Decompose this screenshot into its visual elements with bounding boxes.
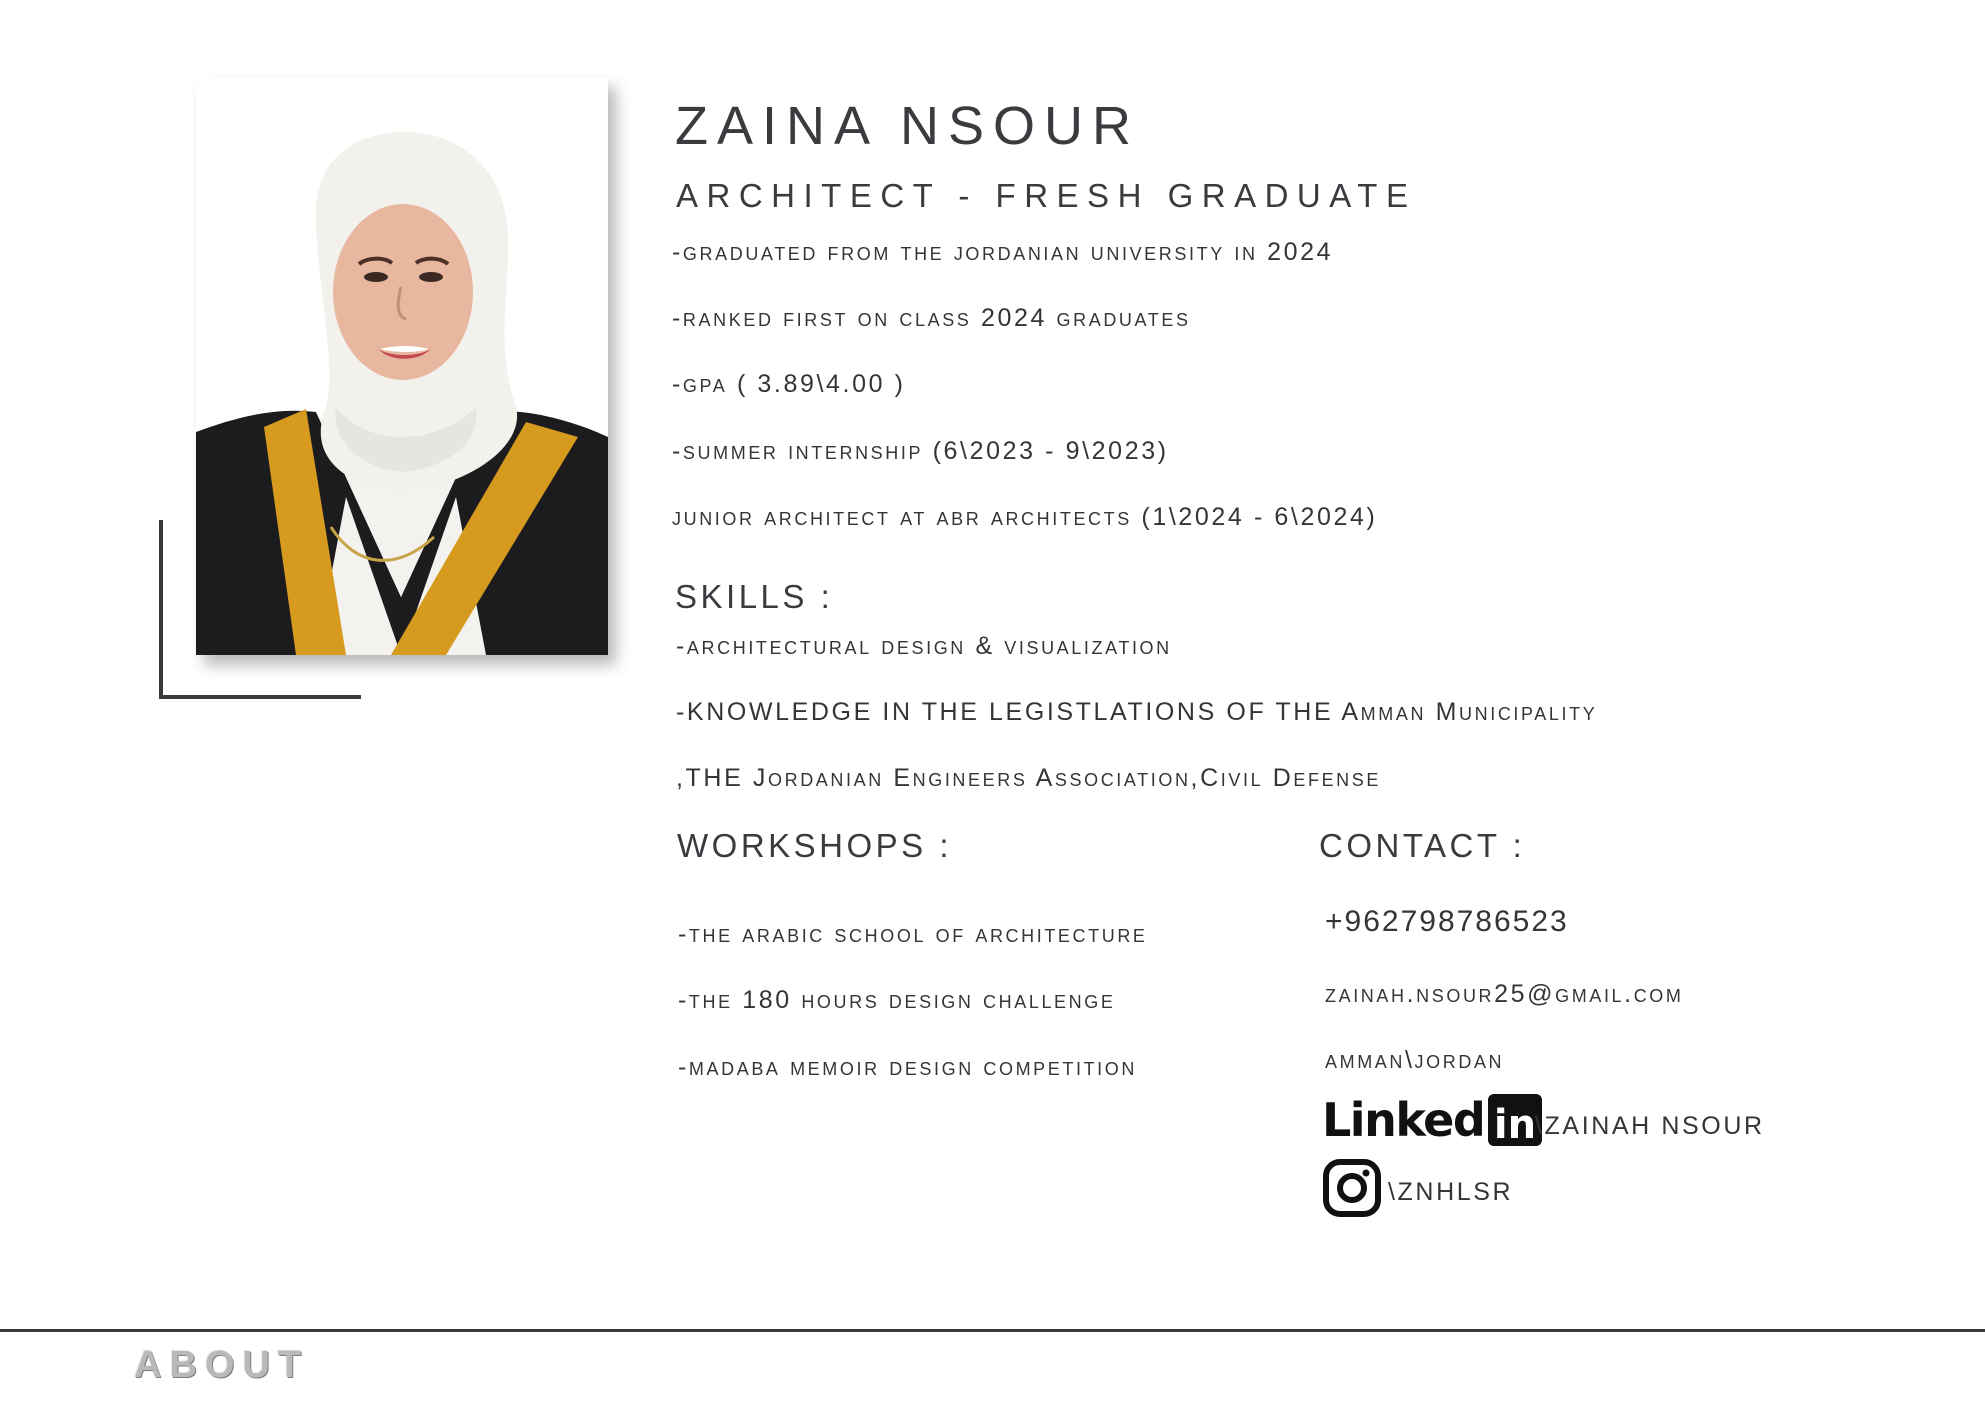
skill-item: ,THE Jordanian Engineers Association,Civil Defense: [676, 764, 1381, 792]
portrait-illustration: [196, 77, 608, 655]
workshop-item: -madaba memoir design competition: [678, 1053, 1137, 1081]
contact-heading: CONTACT :: [1319, 827, 1526, 864]
workshop-item: -the arabic school of architecture: [678, 920, 1148, 948]
contact-email[interactable]: zainah.nsour25@gmail.com: [1325, 980, 1684, 1008]
highlight-item: -gpa ( 3.89\4.00 ): [672, 370, 906, 398]
candidate-name: ZAINA NSOUR: [675, 96, 1141, 156]
workshop-item: -the 180 hours design challenge: [678, 986, 1116, 1014]
footer-about-label: ABOUT: [134, 1344, 310, 1386]
linkedin-wordmark: Linked: [1322, 1093, 1485, 1147]
linkedin-icon[interactable]: [1322, 1093, 1542, 1147]
linkedin-handle[interactable]: \ZAINAH NSOUR: [1535, 1112, 1765, 1140]
highlight-item: junior architect at abr architects (1\2024 - 6\2024): [672, 503, 1378, 531]
highlight-item: -graduated from the jordanian university in 2024: [672, 238, 1334, 266]
candidate-role: ARCHITECT - FRESH GRADUATE: [676, 177, 1417, 214]
linkedin-badge-text: in: [1494, 1102, 1537, 1146]
contact-phone[interactable]: +962798786523: [1325, 905, 1569, 938]
highlight-item: -summer internship (6\2023 - 9\2023): [672, 437, 1169, 465]
workshops-heading: WORKSHOPS :: [677, 827, 953, 864]
skills-heading: SKILLS :: [675, 578, 834, 615]
footer-divider: [0, 1329, 1985, 1332]
skill-item: -architectural design & visualization: [676, 632, 1172, 660]
instagram-icon[interactable]: [1322, 1158, 1382, 1218]
instagram-handle[interactable]: \ZNHLSR: [1388, 1178, 1514, 1206]
skill-item: -KNOWLEDGE IN THE LEGISTLATIONS OF THE Amman Municipality: [676, 698, 1598, 726]
highlight-item: -ranked first on class 2024 graduates: [672, 304, 1191, 332]
profile-photo: [196, 77, 608, 655]
contact-location: amman\jordan: [1325, 1046, 1505, 1074]
